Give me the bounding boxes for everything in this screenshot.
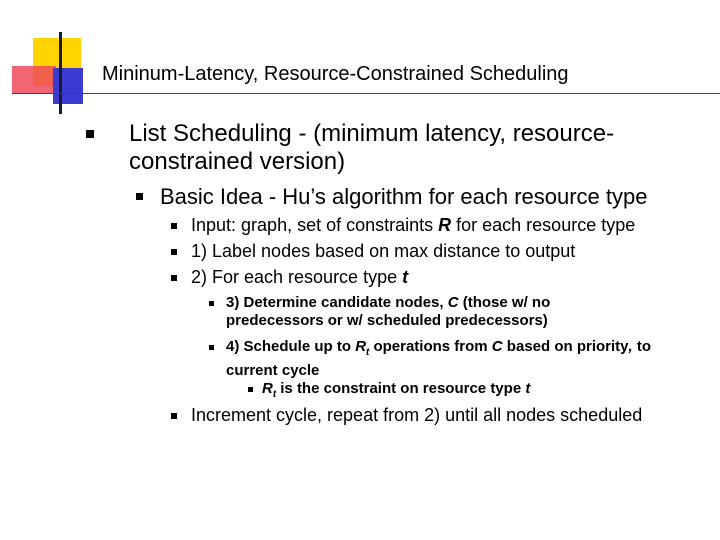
bullet-schedule-up-to-line2: current cycle <box>226 362 320 379</box>
text: to <box>632 338 651 355</box>
text: , <box>628 338 633 355</box>
bullet-each-resource-text: 2) For each resource type <box>191 267 403 287</box>
var-Rt <box>355 338 370 358</box>
bullet-square-icon <box>171 249 177 255</box>
text: operations from <box>369 338 492 355</box>
bullet-square-icon <box>136 193 143 200</box>
var-t: t <box>402 267 409 287</box>
bullet-each-resource <box>191 267 408 288</box>
title-divider <box>12 93 720 94</box>
bullet-list-scheduling-line1: List Scheduling - (minimum latency, resource- <box>129 120 615 147</box>
var-R: R <box>438 215 452 235</box>
bullet-determine-candidates-line2: predecessors or w/ scheduled predecessors) <box>226 312 548 329</box>
slide-title: Mininum-Latency, Resource-Constrained Scheduling <box>102 63 569 85</box>
bullet-input-text: Input: graph, set of constraints <box>191 215 439 235</box>
bullet-square-icon <box>171 413 177 419</box>
bullet-input <box>191 215 635 236</box>
var-R: R <box>355 338 367 355</box>
text: (those w/ no <box>458 294 551 311</box>
decor-red-square <box>12 66 56 94</box>
var-C: C <box>491 338 503 355</box>
bullet-square-icon <box>171 275 177 281</box>
text: 4) Schedule up to <box>226 338 356 355</box>
bullet-label-nodes: 1) Label nodes based on max distance to output <box>191 241 576 261</box>
var-C: C <box>447 294 459 311</box>
bullet-list-scheduling <box>129 120 614 176</box>
text: 3) Determine candidate nodes, <box>226 294 448 311</box>
bullet-square-icon <box>171 223 177 229</box>
bullet-schedule-up-to-line1 <box>226 338 651 362</box>
bullet-square-icon <box>248 387 253 392</box>
var-R: R <box>262 380 273 397</box>
var-t: t <box>525 380 531 397</box>
bullet-increment-cycle: Increment cycle, repeat from 2) until all nodes scheduled <box>191 405 643 425</box>
bullet-basic-idea: Basic Idea - Hu’s algorithm for each resource type <box>160 184 648 209</box>
text: is the constraint on resource type <box>276 380 526 397</box>
text: based on priority <box>502 338 629 355</box>
decor-vertical-line <box>59 32 62 114</box>
decor-blue-square <box>53 68 83 104</box>
bullet-input-tail: for each resource type <box>451 215 636 235</box>
bullet-determine-candidates-line1 <box>226 294 550 312</box>
bullet-square-icon <box>209 345 214 350</box>
bullet-square-icon <box>86 130 94 138</box>
bullet-determine-candidates <box>226 294 550 330</box>
bullet-list-scheduling-line2: constrained version) <box>129 148 346 175</box>
var-Rt <box>262 380 277 400</box>
bullet-square-icon <box>209 301 214 306</box>
bullet-rt-constraint <box>262 380 530 400</box>
var-sub-t: t <box>366 347 370 358</box>
var-sub-t: t <box>272 389 277 400</box>
bullet-schedule-up-to <box>226 338 651 380</box>
